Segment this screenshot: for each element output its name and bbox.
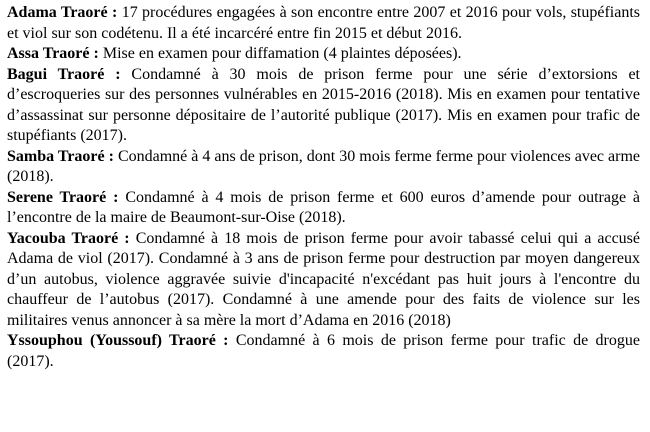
entry-name: Bagui Traoré : xyxy=(7,65,121,83)
entry-name: Adama Traoré : xyxy=(7,4,118,21)
entry-name: Yacouba Traoré : xyxy=(7,229,130,247)
entry-text: Condamné à 18 mois de prison ferme pour avoir tabassé celui qui a accusé Adama de viol (2017). Condamné à 3 ans de prison ferme pour destruction par moyen dangereux d’un autobus, violence aggravée suivie d'incapacité n'excédant pas huit jours à l'encontre du chauffeur de l’autobus (2017). Condamné à une amende pour des faits de violence sur les militaires venus annoncer à sa mère la mort d’Adama en 2016 (2018) xyxy=(7,229,641,329)
entry-assa xyxy=(7,44,640,65)
entry-text: Condamné à 6 mois de prison ferme pour trafic de drogue (2017). xyxy=(7,332,640,370)
entry-yssouphou xyxy=(7,331,640,372)
entry-text: 17 procédures engagées à son encontre entre 2007 et 2016 pour vols, stupéfiants et viol sur son codétenu. Il a été incarcéré entre fin 2015 et début 2016. xyxy=(7,4,641,42)
entry-text: Condamné à 4 mois de prison ferme et 600 euros d’amende pour outrage à l’encontre de la maire de Beaumont-sur-Oise (2018). xyxy=(7,188,641,226)
entry-text: Condamné à 30 mois de prison ferme pour une série d’extorsions et d’escroqueries sur des personnes vulnérables en 2015-2016 (2018). Mis en examen pour tentative d’assassinat sur personne dépositaire de l’autorité publique (2017). Mis en examen pour trafic de stupéfiants (2017). xyxy=(7,65,640,144)
entry-yacouba xyxy=(7,229,640,332)
entry-name: Serene Traoré : xyxy=(7,188,119,206)
entry-text: Condamné à 4 ans de prison, dont 30 mois ferme ferme pour violences avec arme (2018). xyxy=(7,147,641,185)
entry-name: Yssouphou (Youssouf) Traoré : xyxy=(7,332,229,349)
document-body xyxy=(7,3,640,372)
entry-serene xyxy=(7,188,640,229)
entry-name: Assa Traoré : xyxy=(7,45,99,62)
entry-name: Samba Traoré : xyxy=(7,147,114,165)
entry-adama xyxy=(7,3,640,44)
entry-samba xyxy=(7,147,640,188)
entry-text: Mise en examen pour diffamation (4 plaintes déposées). xyxy=(102,45,462,62)
entry-bagui xyxy=(7,65,640,147)
